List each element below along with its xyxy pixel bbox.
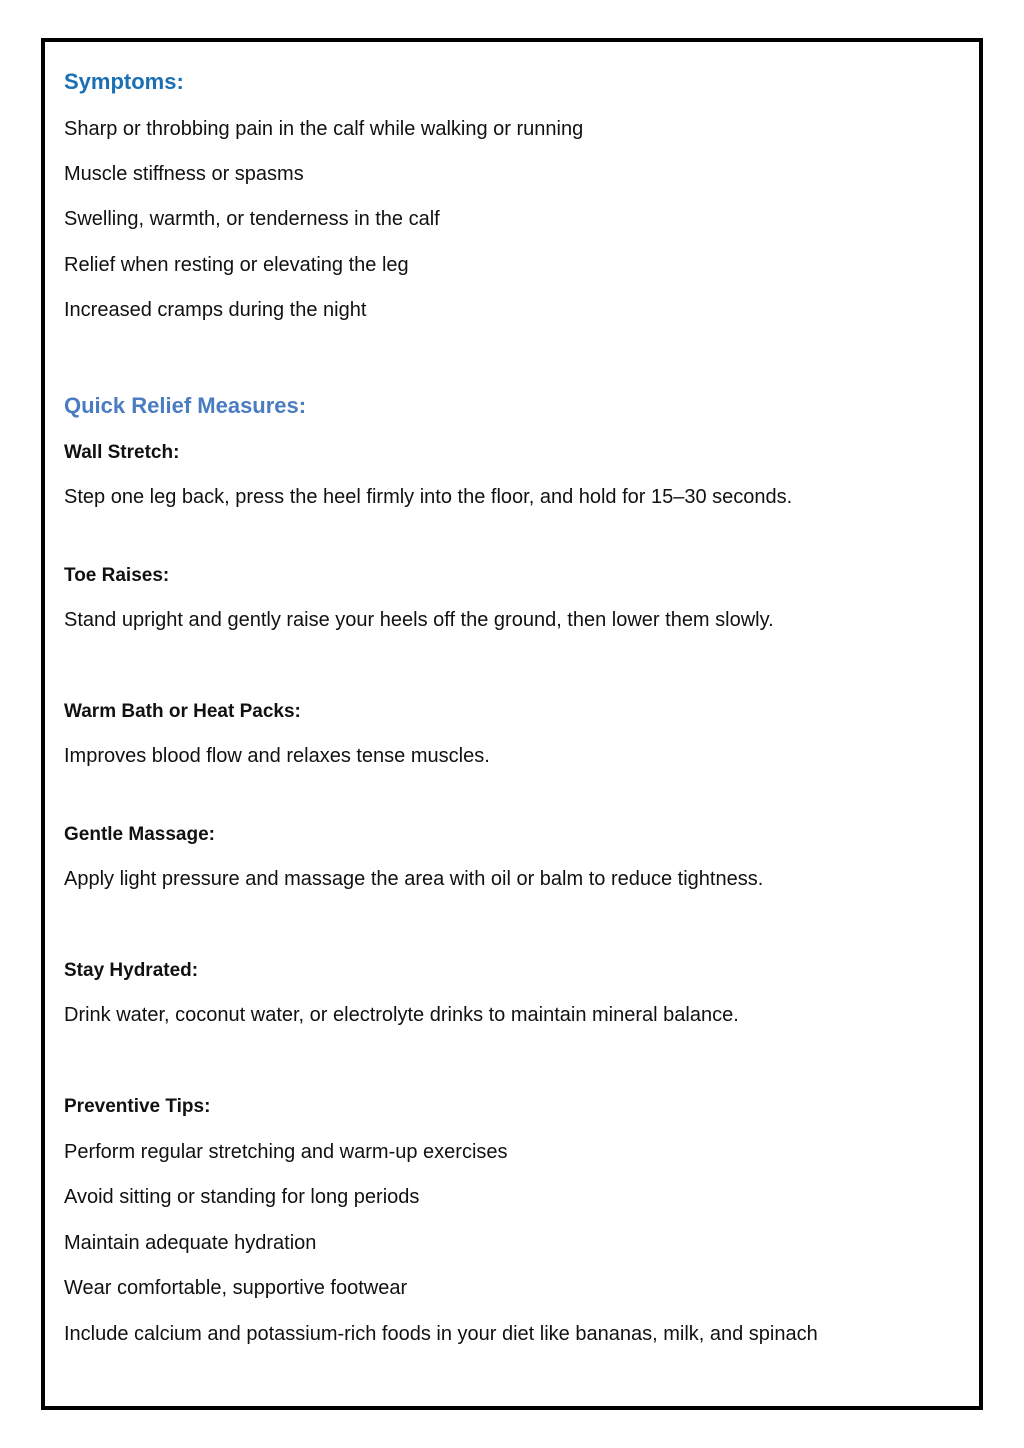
- preventive-item: Avoid sitting or standing for long periods: [64, 1186, 420, 1208]
- symptom-item: Relief when resting or elevating the leg: [64, 254, 409, 276]
- preventive-item: Include calcium and potassium-rich foods in your diet like bananas, milk, and spinach: [64, 1323, 818, 1345]
- measure-heading: Warm Bath or Heat Packs:: [64, 701, 301, 722]
- symptom-item: Swelling, warmth, or tenderness in the calf: [64, 208, 440, 230]
- measure-text: Improves blood flow and relaxes tense muscles.: [64, 745, 490, 767]
- preventive-heading: Preventive Tips:: [64, 1096, 211, 1117]
- preventive-item: Maintain adequate hydration: [64, 1232, 317, 1254]
- measure-text: Stand upright and gently raise your heels off the ground, then lower them slowly.: [64, 609, 774, 631]
- measure-text: Apply light pressure and massage the area with oil or balm to reduce tightness.: [64, 868, 764, 890]
- page-border-frame: [41, 38, 983, 1410]
- measure-text: Drink water, coconut water, or electrolyte drinks to maintain mineral balance.: [64, 1004, 739, 1026]
- measure-heading: Wall Stretch:: [64, 442, 180, 463]
- symptom-item: Increased cramps during the night: [64, 299, 367, 321]
- symptom-item: Muscle stiffness or spasms: [64, 163, 304, 185]
- measure-text: Step one leg back, press the heel firmly into the floor, and hold for 15–30 seconds.: [64, 486, 793, 508]
- preventive-item: Perform regular stretching and warm-up exercises: [64, 1141, 508, 1163]
- symptoms-title: Symptoms:: [64, 69, 184, 94]
- relief-title: Quick Relief Measures:: [64, 393, 307, 418]
- measure-heading: Stay Hydrated:: [64, 960, 199, 981]
- measure-heading: Toe Raises:: [64, 565, 170, 586]
- measure-heading: Gentle Massage:: [64, 824, 215, 845]
- symptom-item: Sharp or throbbing pain in the calf while walking or running: [64, 118, 584, 140]
- preventive-item: Wear comfortable, supportive footwear: [64, 1277, 408, 1299]
